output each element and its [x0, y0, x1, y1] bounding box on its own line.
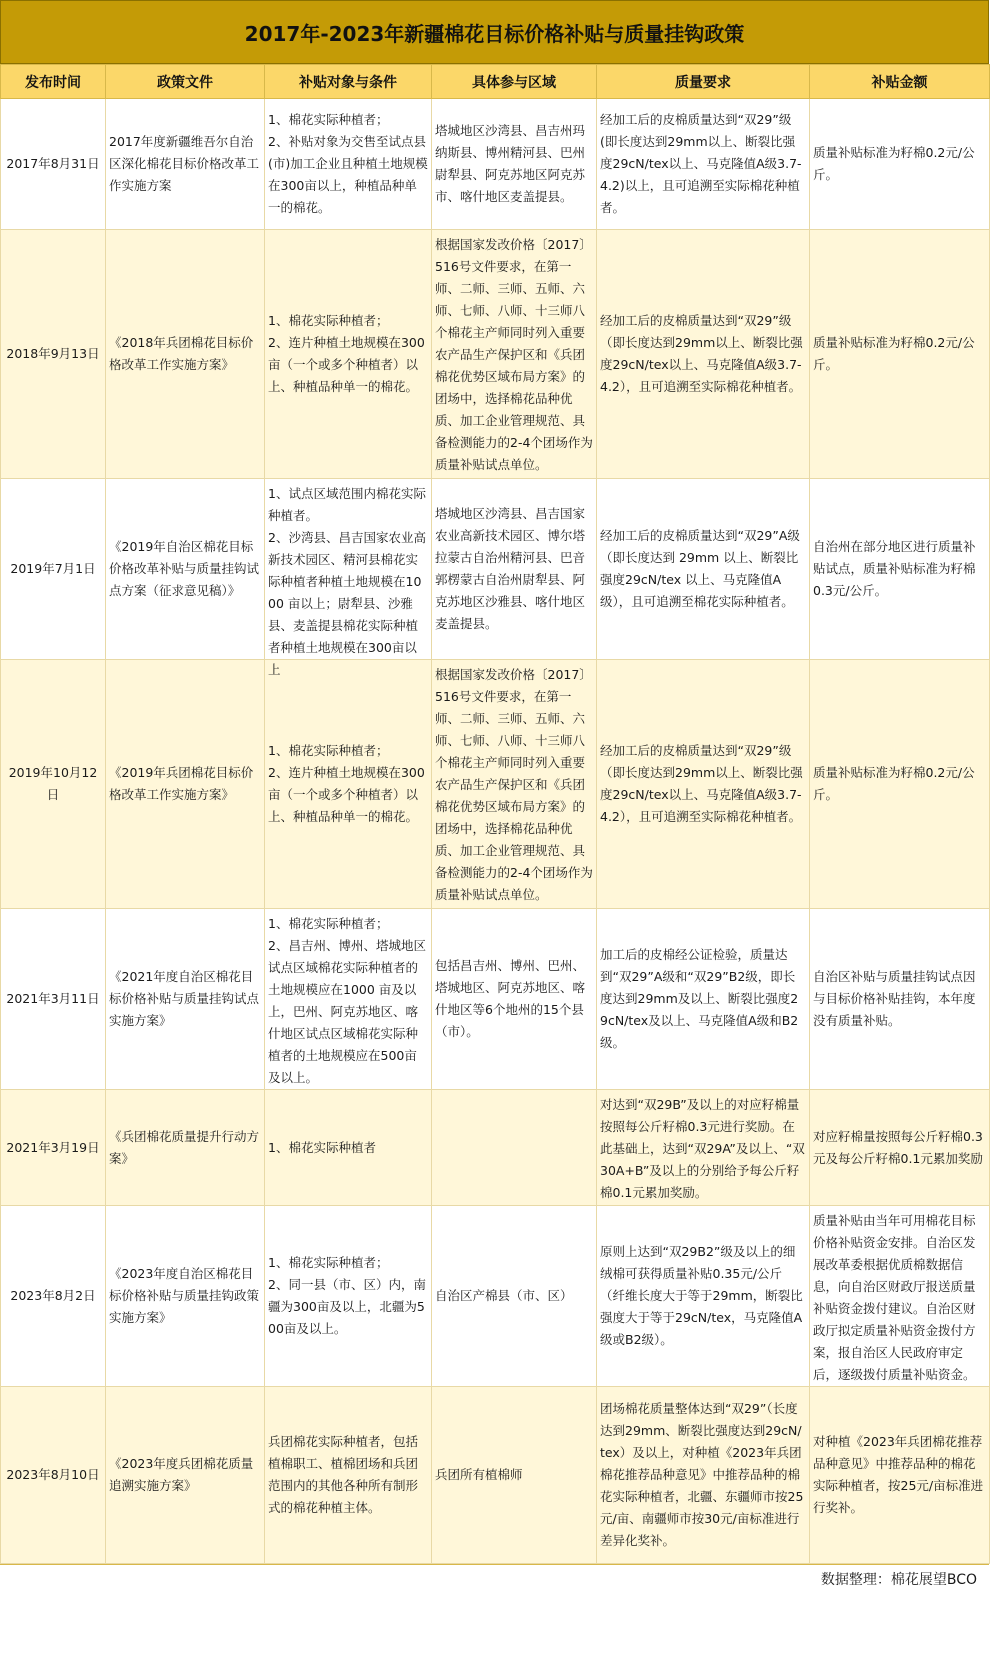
quality-cell: [597, 230, 810, 479]
quality-cell: [597, 1206, 810, 1387]
quality-cell-text: 经加工后的皮棉质量达到“双29”级（即长度达到29mm以上、断裂比强度29cN/tex以上、马克隆值A级3.7-4.2），且可追溯至实际棉花种植者。: [600, 743, 803, 824]
region-cell: [432, 479, 597, 660]
amount-cell: [810, 230, 990, 479]
date-cell: [1, 909, 106, 1090]
region-cell: [432, 1206, 597, 1387]
target-cell-text: 1、棉花实际种植者； 2、连片种植土地规模在300亩（一个或多个种植者）以上、种植品种单一的棉花。: [268, 313, 425, 394]
region-cell-text: 包括昌吉州、博州、巴州、塔城地区、阿克苏地区、喀什地区等6个地州的15个县（市）。: [435, 958, 586, 1039]
policy-cell-text: 《兵团棉花质量提升行动方案》: [109, 1128, 260, 1166]
policy-cell: [106, 1387, 265, 1564]
region-cell: [432, 660, 597, 909]
header-region: 具体参与区域: [432, 65, 597, 99]
table-row: [1, 230, 990, 479]
amount-cell: [810, 660, 990, 909]
target-cell: [265, 1206, 432, 1387]
policy-cell-text: 《2019年兵团棉花目标价格改革工作实施方案》: [109, 765, 254, 802]
target-cell-text: 1、棉花实际种植者； 2、连片种植土地规模在300亩（一个或多个种植者）以上、种植品种单一的棉花。: [268, 743, 425, 824]
region-cell-text: 自治区产棉县（市、区）: [435, 1288, 573, 1303]
target-cell: [265, 1387, 432, 1564]
region-cell: [432, 909, 597, 1090]
target-cell: [265, 479, 432, 677]
date-cell-text: 2023年8月2日: [10, 1288, 96, 1303]
policy-cell-text: 《2023年度自治区棉花目标价格补贴与质量挂钩政策实施方案》: [109, 1266, 260, 1325]
target-cell: [265, 1090, 432, 1206]
date-cell: [1, 479, 106, 660]
amount-cell-text: 质量补贴标准为籽棉0.2元/公斤。: [813, 765, 975, 802]
quality-cell-text: 经加工后的皮棉质量达到“双29”级(即长度达到29mm以上、断裂比强度29cN/tex以上、马克隆值A级3.7-4.2)以上，且可追溯至实际棉花种植者。: [600, 112, 802, 215]
quality-cell-text: 原则上达到“双29B2”级及以上的细绒棉可获得质量补贴0.35元/公斤（纤维长度大于等于29mm，断裂比强度大于等于29cN/tex，马克隆值A级或B2级）。: [600, 1244, 803, 1347]
amount-cell: [810, 1387, 990, 1564]
region-cell-text: 根据国家发改价格〔2017〕516号文件要求，在第一师、二师、三师、五师、六师、七师、八师、十三师八个棉花主产师同时列入重要农产品生产保护区和《兵团棉花优势区域布局方案》的团场中，选择棉花品种优质、加工企业管理规范、具备检测能力的2-4个团场作为质量补贴试点单位。: [435, 237, 593, 472]
table-title: 2017年-2023年新疆棉花目标价格补贴与质量挂钩政策: [0, 0, 989, 64]
region-cell-text: 塔城地区沙湾县、昌吉国家农业高新技术园区、博尔塔拉蒙古自治州精河县、巴音郭楞蒙古自治州尉犁县、阿克苏地区沙雅县、喀什地区麦盖提县。: [435, 506, 586, 631]
policy-cell: [106, 479, 265, 660]
amount-cell-text: 自治区补贴与质量挂钩试点因与目标价格补贴挂钩，本年度没有质量补贴。: [813, 969, 976, 1028]
region-cell: [432, 230, 597, 479]
quality-cell-text: 经加工后的皮棉质量达到“双29”级（即长度达到29mm以上、断裂比强度29cN/tex以上、马克隆值A级3.7-4.2），且可追溯至实际棉花种植者。: [600, 313, 803, 394]
amount-cell: [810, 1206, 990, 1387]
table-row: [1, 1090, 990, 1206]
target-cell-text: 1、试点区域范围内棉花实际种植者。 2、沙湾县、昌吉国家农业高新技术园区、精河县棉花实际种植者种植土地规模在1000 亩以上；尉犁县、沙雅县、麦盖提县棉花实际种植者种植土地规模在300亩以上: [268, 486, 426, 677]
date-cell-text: 2019年10月12日: [8, 765, 98, 802]
header-row: [1, 65, 990, 99]
quality-cell: [597, 99, 810, 230]
policy-cell: [106, 99, 265, 230]
date-cell-text: 2023年8月10日: [6, 1467, 100, 1482]
table-row: [1, 1206, 990, 1387]
target-cell-text: 1、棉花实际种植者； 2、同一县（市、区）内，南疆为300亩及以上，北疆为500亩及以上。: [268, 1255, 426, 1336]
date-cell-text: 2021年3月19日: [6, 1139, 100, 1155]
quality-cell: [597, 909, 810, 1090]
date-cell: [1, 1387, 106, 1564]
header-amount: 补贴金额: [810, 65, 990, 99]
quality-cell-text: 经加工后的皮棉质量达到“双29”A级（即长度达到 29mm 以上、断裂比强度29cN/tex 以上、马克隆值A级），且可追溯至棉花实际种植者。: [600, 528, 800, 609]
date-cell-text: 2019年7月1日: [10, 561, 96, 576]
amount-cell-text: 对应籽棉量按照每公斤籽棉0.3元及每公斤籽棉0.1元累加奖励: [813, 1128, 983, 1166]
table-row: [1, 660, 990, 909]
region-cell: [432, 1090, 597, 1206]
policy-cell: [106, 1090, 265, 1206]
amount-cell-text: 质量补贴由当年可用棉花目标价格补贴资金安排。自治区发展改革委根据优质棉数据信息，向自治区财政厅报送质量补贴资金拨付建议。自治区财政厅拟定质量补贴资金拨付方案，报自治区人民政府审定后，逐级拨付质量补贴资金。: [813, 1213, 976, 1382]
target-cell: [265, 99, 432, 230]
quality-cell: [597, 1387, 810, 1564]
header-quality: 质量要求: [597, 65, 810, 99]
amount-cell: [810, 1090, 990, 1206]
footer-source: 数据整理：棉花展望BCO: [0, 1564, 989, 1595]
date-cell: [1, 230, 106, 479]
amount-cell-text: 自治州在部分地区进行质量补贴试点，质量补贴标准为籽棉0.3元/公斤。: [813, 539, 976, 598]
quality-cell: [597, 1090, 810, 1206]
policy-cell-text: 《2023年度兵团棉花质量追溯实施方案》: [109, 1456, 254, 1493]
quality-cell-text: 对达到“双29B”及以上的对应籽棉量按照每公斤籽棉0.3元进行奖励。在此基础上，达到“双29A”及以上、“双30A+B”及以上的分别给予每公斤籽棉0.1元累加奖励。: [600, 1097, 805, 1200]
header-target: 补贴对象与条件: [265, 65, 432, 99]
date-cell: [1, 99, 106, 230]
policy-cell-text: 2017年度新疆维吾尔自治区深化棉花目标价格改革工作实施方案: [109, 134, 260, 193]
quality-cell-text: 团场棉花质量整体达到“双29”（长度达到29mm、断裂比强度达到29cN/tex）及以上，对种植《2023年兵团棉花推荐品种意见》中推荐品种的棉花实际种植者，北疆、东疆师市按25元/亩、南疆师市按30元/亩标准进行差异化奖补。: [600, 1401, 804, 1548]
target-cell: [265, 660, 432, 909]
region-cell-text: 根据国家发改价格〔2017〕516号文件要求，在第一师、二师、三师、五师、六师、七师、八师、十三师八个棉花主产师同时列入重要农产品生产保护区和《兵团棉花优势区域布局方案》的团场中，选择棉花品种优质、加工企业管理规范、具备检测能力的2-4个团场作为质量补贴试点单位。: [435, 667, 593, 902]
policy-cell: [106, 230, 265, 479]
quality-cell: [597, 479, 810, 660]
header-policy: 政策文件: [106, 65, 265, 99]
header-date: 发布时间: [1, 65, 106, 99]
policy-cell-text: 《2021年度自治区棉花目标价格补贴与质量挂钩试点实施方案》: [109, 969, 260, 1028]
date-cell-text: 2018年9月13日: [6, 346, 100, 361]
quality-cell-text: 加工后的皮棉经公证检验，质量达到“双29”A级和“双29”B2级，即长度达到29mm及以上、断裂比强度29cN/tex及以上、马克隆值A级和B2级。: [600, 947, 799, 1050]
target-cell-text: 1、棉花实际种植者； 2、补贴对象为交售至试点县(市)加工企业且种植土地规模在300亩以上，种植品种单一的棉花。: [268, 112, 428, 215]
table-row: [1, 909, 990, 1090]
date-cell-text: 2021年3月11日: [6, 991, 100, 1006]
region-cell-text: 塔城地区沙湾县、昌吉州玛纳斯县、博州精河县、巴州尉犁县、阿克苏地区阿克苏市、喀什地区麦盖提县。: [435, 123, 586, 204]
policy-cell-text: 《2019年自治区棉花目标价格改革补贴与质量挂钩试点方案（征求意见稿）》: [109, 539, 260, 598]
target-cell-text: 1、棉花实际种植者: [268, 1139, 376, 1155]
target-cell-text: 兵团棉花实际种植者，包括植棉职工、植棉团场和兵团范围内的其他各种所有制形式的棉花种植主体。: [268, 1434, 419, 1515]
date-cell-text: 2017年8月31日: [6, 156, 100, 171]
date-cell: [1, 1090, 106, 1206]
table-row: [1, 99, 990, 230]
target-cell-text: 1、棉花实际种植者； 2、昌吉州、博州、塔城地区试点区域棉花实际种植者的土地规模应在1000 亩及以上，巴州、阿克苏地区、喀什地区试点区域棉花实际种植者的土地规模应在500亩及以上。: [268, 916, 426, 1085]
policy-cell-text: 《2018年兵团棉花目标价格改革工作实施方案》: [109, 335, 254, 372]
policy-cell: [106, 909, 265, 1090]
date-cell: [1, 1206, 106, 1387]
quality-cell: [597, 660, 810, 909]
region-cell: [432, 1387, 597, 1564]
policy-table: [0, 64, 990, 1564]
amount-cell: [810, 99, 990, 230]
region-cell: [432, 99, 597, 230]
target-cell: [265, 909, 432, 1090]
amount-cell: [810, 479, 990, 660]
amount-cell-text: 质量补贴标准为籽棉0.2元/公斤。: [813, 145, 975, 182]
policy-cell: [106, 1206, 265, 1387]
amount-cell-text: 对种植《2023年兵团棉花推荐品种意见》中推荐品种的棉花实际种植者，按25元/亩标准进行奖补。: [813, 1434, 984, 1515]
date-cell: [1, 660, 106, 909]
policy-cell: [106, 660, 265, 909]
amount-cell: [810, 909, 990, 1090]
table-row: [1, 479, 990, 660]
amount-cell-text: 质量补贴标准为籽棉0.2元/公斤。: [813, 335, 975, 372]
target-cell: [265, 230, 432, 479]
region-cell-text: 兵团所有植棉师: [435, 1467, 523, 1482]
table-row: [1, 1387, 990, 1564]
